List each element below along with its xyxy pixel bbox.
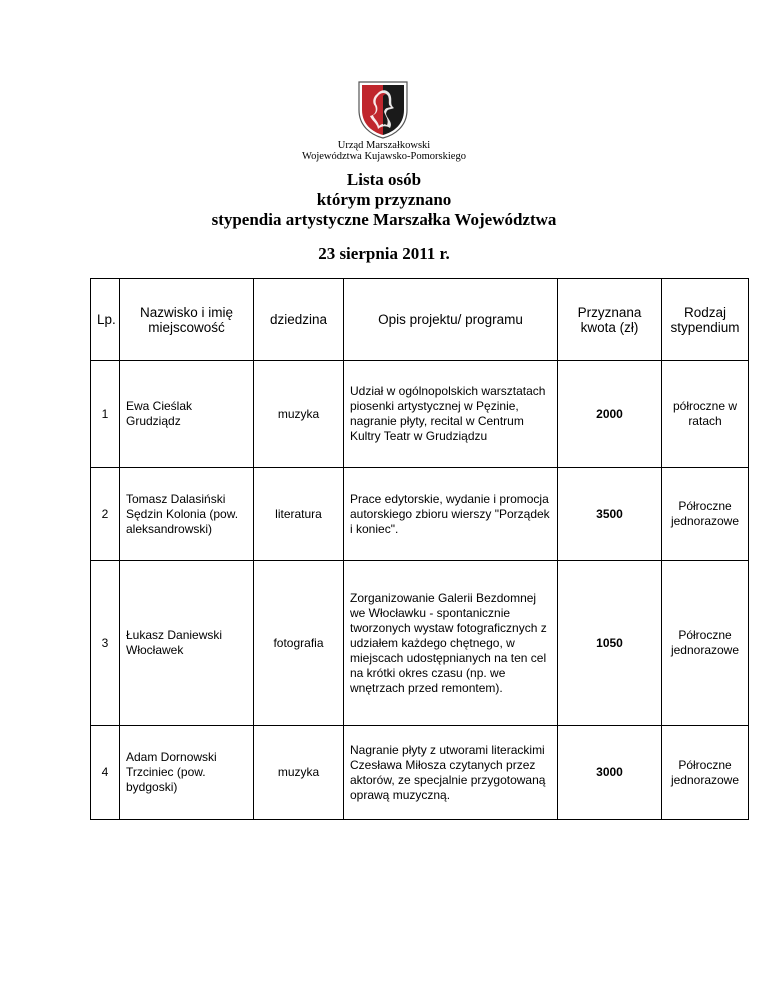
row-amount: 2000 xyxy=(558,361,662,468)
table-row xyxy=(91,468,749,561)
row-amount: 3000 xyxy=(558,726,662,820)
table-header-row xyxy=(91,279,749,361)
document-date: 23 sierpnia 2011 r. xyxy=(318,244,450,263)
row-type: Półroczne jednorazowe xyxy=(662,726,749,820)
column-header-description: Opis projektu/ programu xyxy=(344,279,558,361)
row-field: fotografia xyxy=(254,561,344,726)
column-header-lp: Lp. xyxy=(91,279,120,361)
row-place: Włocławek xyxy=(126,643,184,657)
row-amount: 3500 xyxy=(558,468,662,561)
row-description: Zorganizowanie Galerii Bezdomnej we Włocławku - spontanicznie tworzonych wystaw fotograficznych z udziałem każdego chętnego, w miejscach udostępnianych na ten cel na krótki okres czasu (np. we wnętrzach przed remontem). xyxy=(344,561,558,726)
row-place: Grudziądz xyxy=(126,414,181,428)
row-name: Ewa Cieślak xyxy=(126,399,193,413)
document-title-line-1: Lista osób xyxy=(346,170,422,189)
row-lp: 2 xyxy=(91,468,120,561)
table-row xyxy=(91,726,749,820)
column-header-type: Rodzaj stypendium xyxy=(662,279,749,361)
row-lp: 3 xyxy=(91,561,120,726)
row-field: muzyka xyxy=(254,361,344,468)
table-row xyxy=(91,561,749,726)
document-title-line-2: którym przyznano xyxy=(316,190,452,209)
row-name: Łukasz Daniewski xyxy=(126,628,223,642)
document-title-line-3: stypendia artystyczne Marszałka Województwa xyxy=(211,210,557,229)
row-name: Adam Dornowski xyxy=(126,750,217,764)
column-header-name: Nazwisko i imię miejscowość xyxy=(120,279,254,361)
row-name-cell xyxy=(120,726,254,820)
row-place: Trzciniec (pow. bydgoski) xyxy=(126,765,206,794)
row-name-cell xyxy=(120,361,254,468)
row-field: muzyka xyxy=(254,726,344,820)
row-lp: 1 xyxy=(91,361,120,468)
row-name-cell xyxy=(120,561,254,726)
row-place: Sędzin Kolonia (pow. aleksandrowski) xyxy=(126,506,239,536)
table-row xyxy=(91,361,749,468)
row-description: Prace edytorskie, wydanie i promocja autorskiego zbioru wierszy "Porządek i koniec". xyxy=(344,468,558,561)
scholarship-table xyxy=(90,278,749,820)
row-description: Udział w ogólnopolskich warsztatach piosenki artystycznej w Pęzinie, nagranie płyty, recital w Centrum Kultry Teatr w Grudziądzu xyxy=(344,361,558,468)
office-name-line-1: Urząd Marszałkowski xyxy=(337,140,431,151)
office-name-line-2: Województwa Kujawsko-Pomorskiego xyxy=(302,151,466,162)
row-amount: 1050 xyxy=(558,561,662,726)
row-type: półroczne w ratach xyxy=(662,361,749,468)
column-header-field: dziedzina xyxy=(254,279,344,361)
row-name: Tomasz Dalasiński xyxy=(126,491,226,506)
row-lp: 4 xyxy=(91,726,120,820)
row-type: Półroczne jednorazowe xyxy=(662,468,749,561)
row-description: Nagranie płyty z utworami literackimi Czesława Miłosza czytanych przez aktorów, ze specjalnie przygotowaną oprawą muzyczną. xyxy=(344,726,558,820)
row-name-cell xyxy=(120,468,254,561)
row-type: Półroczne jednorazowe xyxy=(662,561,749,726)
column-header-amount: Przyznana kwota (zł) xyxy=(558,279,662,361)
coat-of-arms-emblem xyxy=(357,80,409,140)
row-field: literatura xyxy=(254,468,344,561)
